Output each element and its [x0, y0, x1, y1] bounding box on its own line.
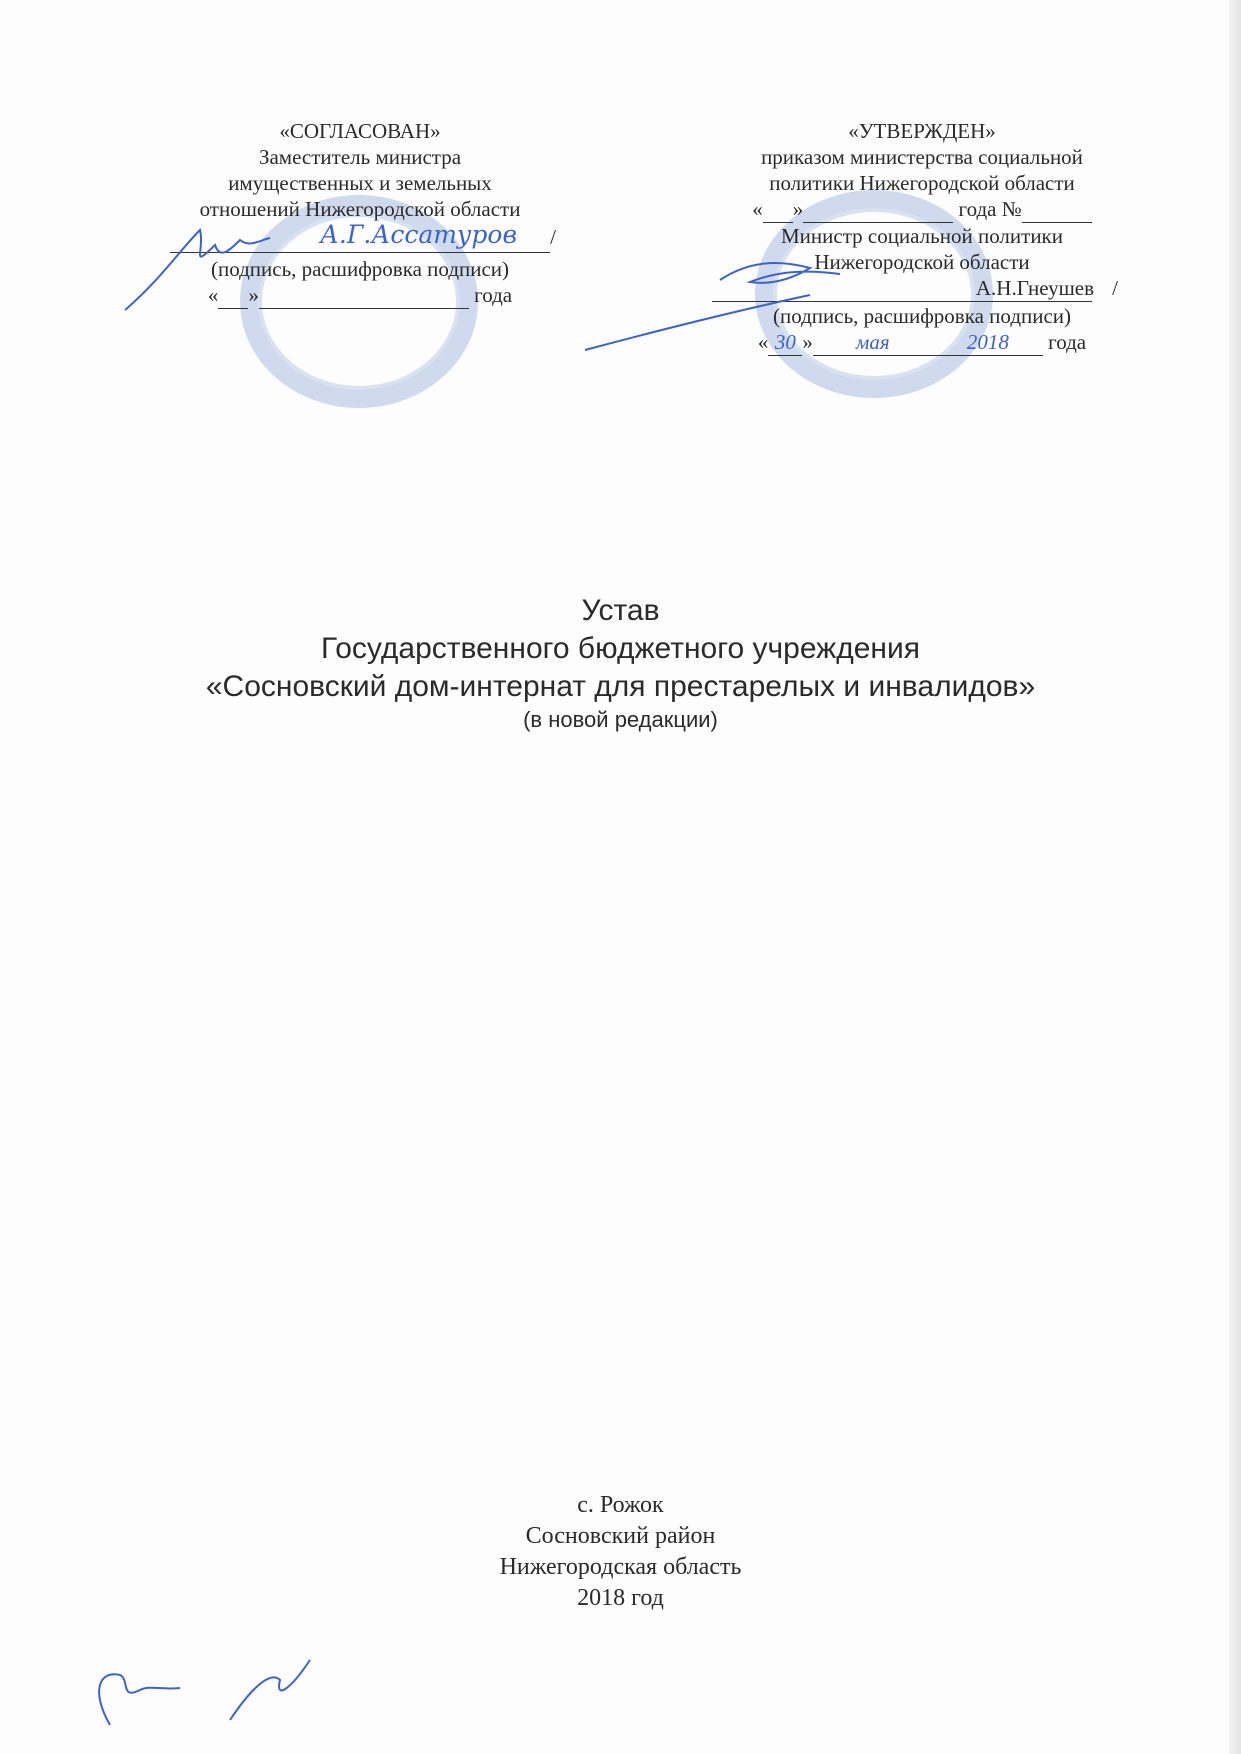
- handwritten-month: мая: [813, 329, 933, 356]
- approved-year-word: года: [1048, 330, 1087, 354]
- signature-right-scribble: [580, 240, 880, 360]
- approved-heading: «УТВЕРЖДЕН»: [848, 119, 996, 143]
- agreed-signature-caption: (подпись, расшифровка подписи): [210, 257, 510, 281]
- approved-date-row: « 30 » мая 2018 года: [757, 330, 1087, 354]
- approved-order-line2: политики Нижегородской области: [769, 171, 1075, 195]
- agreed-position-line2: имущественных и земельных: [228, 171, 492, 195]
- handwritten-year: 2018: [933, 329, 1043, 356]
- approved-position-line2: Нижегородской области: [814, 250, 1030, 274]
- agreed-position-line3: отношений Нижегородской области: [199, 197, 521, 221]
- agreed-date-row: « » года: [207, 283, 513, 307]
- agreed-year-word: года: [474, 283, 513, 307]
- approved-signature-caption: (подпись, расшифровка подписи): [772, 304, 1072, 328]
- document-place-block: [0, 1490, 1241, 1614]
- agreed-position-line1: Заместитель министра: [258, 145, 462, 169]
- handwritten-day: 30: [768, 329, 802, 356]
- document-subtitle-line1: Государственного бюджетного учреждения: [320, 632, 921, 665]
- signature-left-scribble: [120, 220, 320, 320]
- document-title-block: [0, 592, 1241, 734]
- place-year: 2018 год: [577, 1585, 664, 1611]
- place-region: Нижегородская область: [499, 1554, 742, 1580]
- document-subtitle-line2: «Сосновский дом-интернат для престарелых и инвалидов»: [205, 670, 1036, 703]
- agreed-heading: «СОГЛАСОВАН»: [279, 119, 441, 143]
- document-edition-note: (в новой редакции): [523, 707, 718, 732]
- approved-position-line1: Министр социальной политики: [780, 224, 1063, 248]
- place-district: Сосновский район: [525, 1523, 716, 1549]
- approved-signature-name: А.Н.Гнеушев: [975, 276, 1094, 300]
- place-village: с. Рожок: [577, 1492, 664, 1518]
- approved-order-date-row: « » года №: [712, 196, 1132, 223]
- agreed-signature-name: А.Г.Ассатуров: [320, 220, 518, 249]
- document-title: Устав: [581, 594, 660, 627]
- approved-order-line1: приказом министерства социальной: [761, 145, 1083, 169]
- approved-slash: /: [1112, 276, 1118, 300]
- initials-scribble: [70, 1630, 350, 1740]
- agreed-signature-row: / А.Г.Ассатуров: [150, 222, 570, 256]
